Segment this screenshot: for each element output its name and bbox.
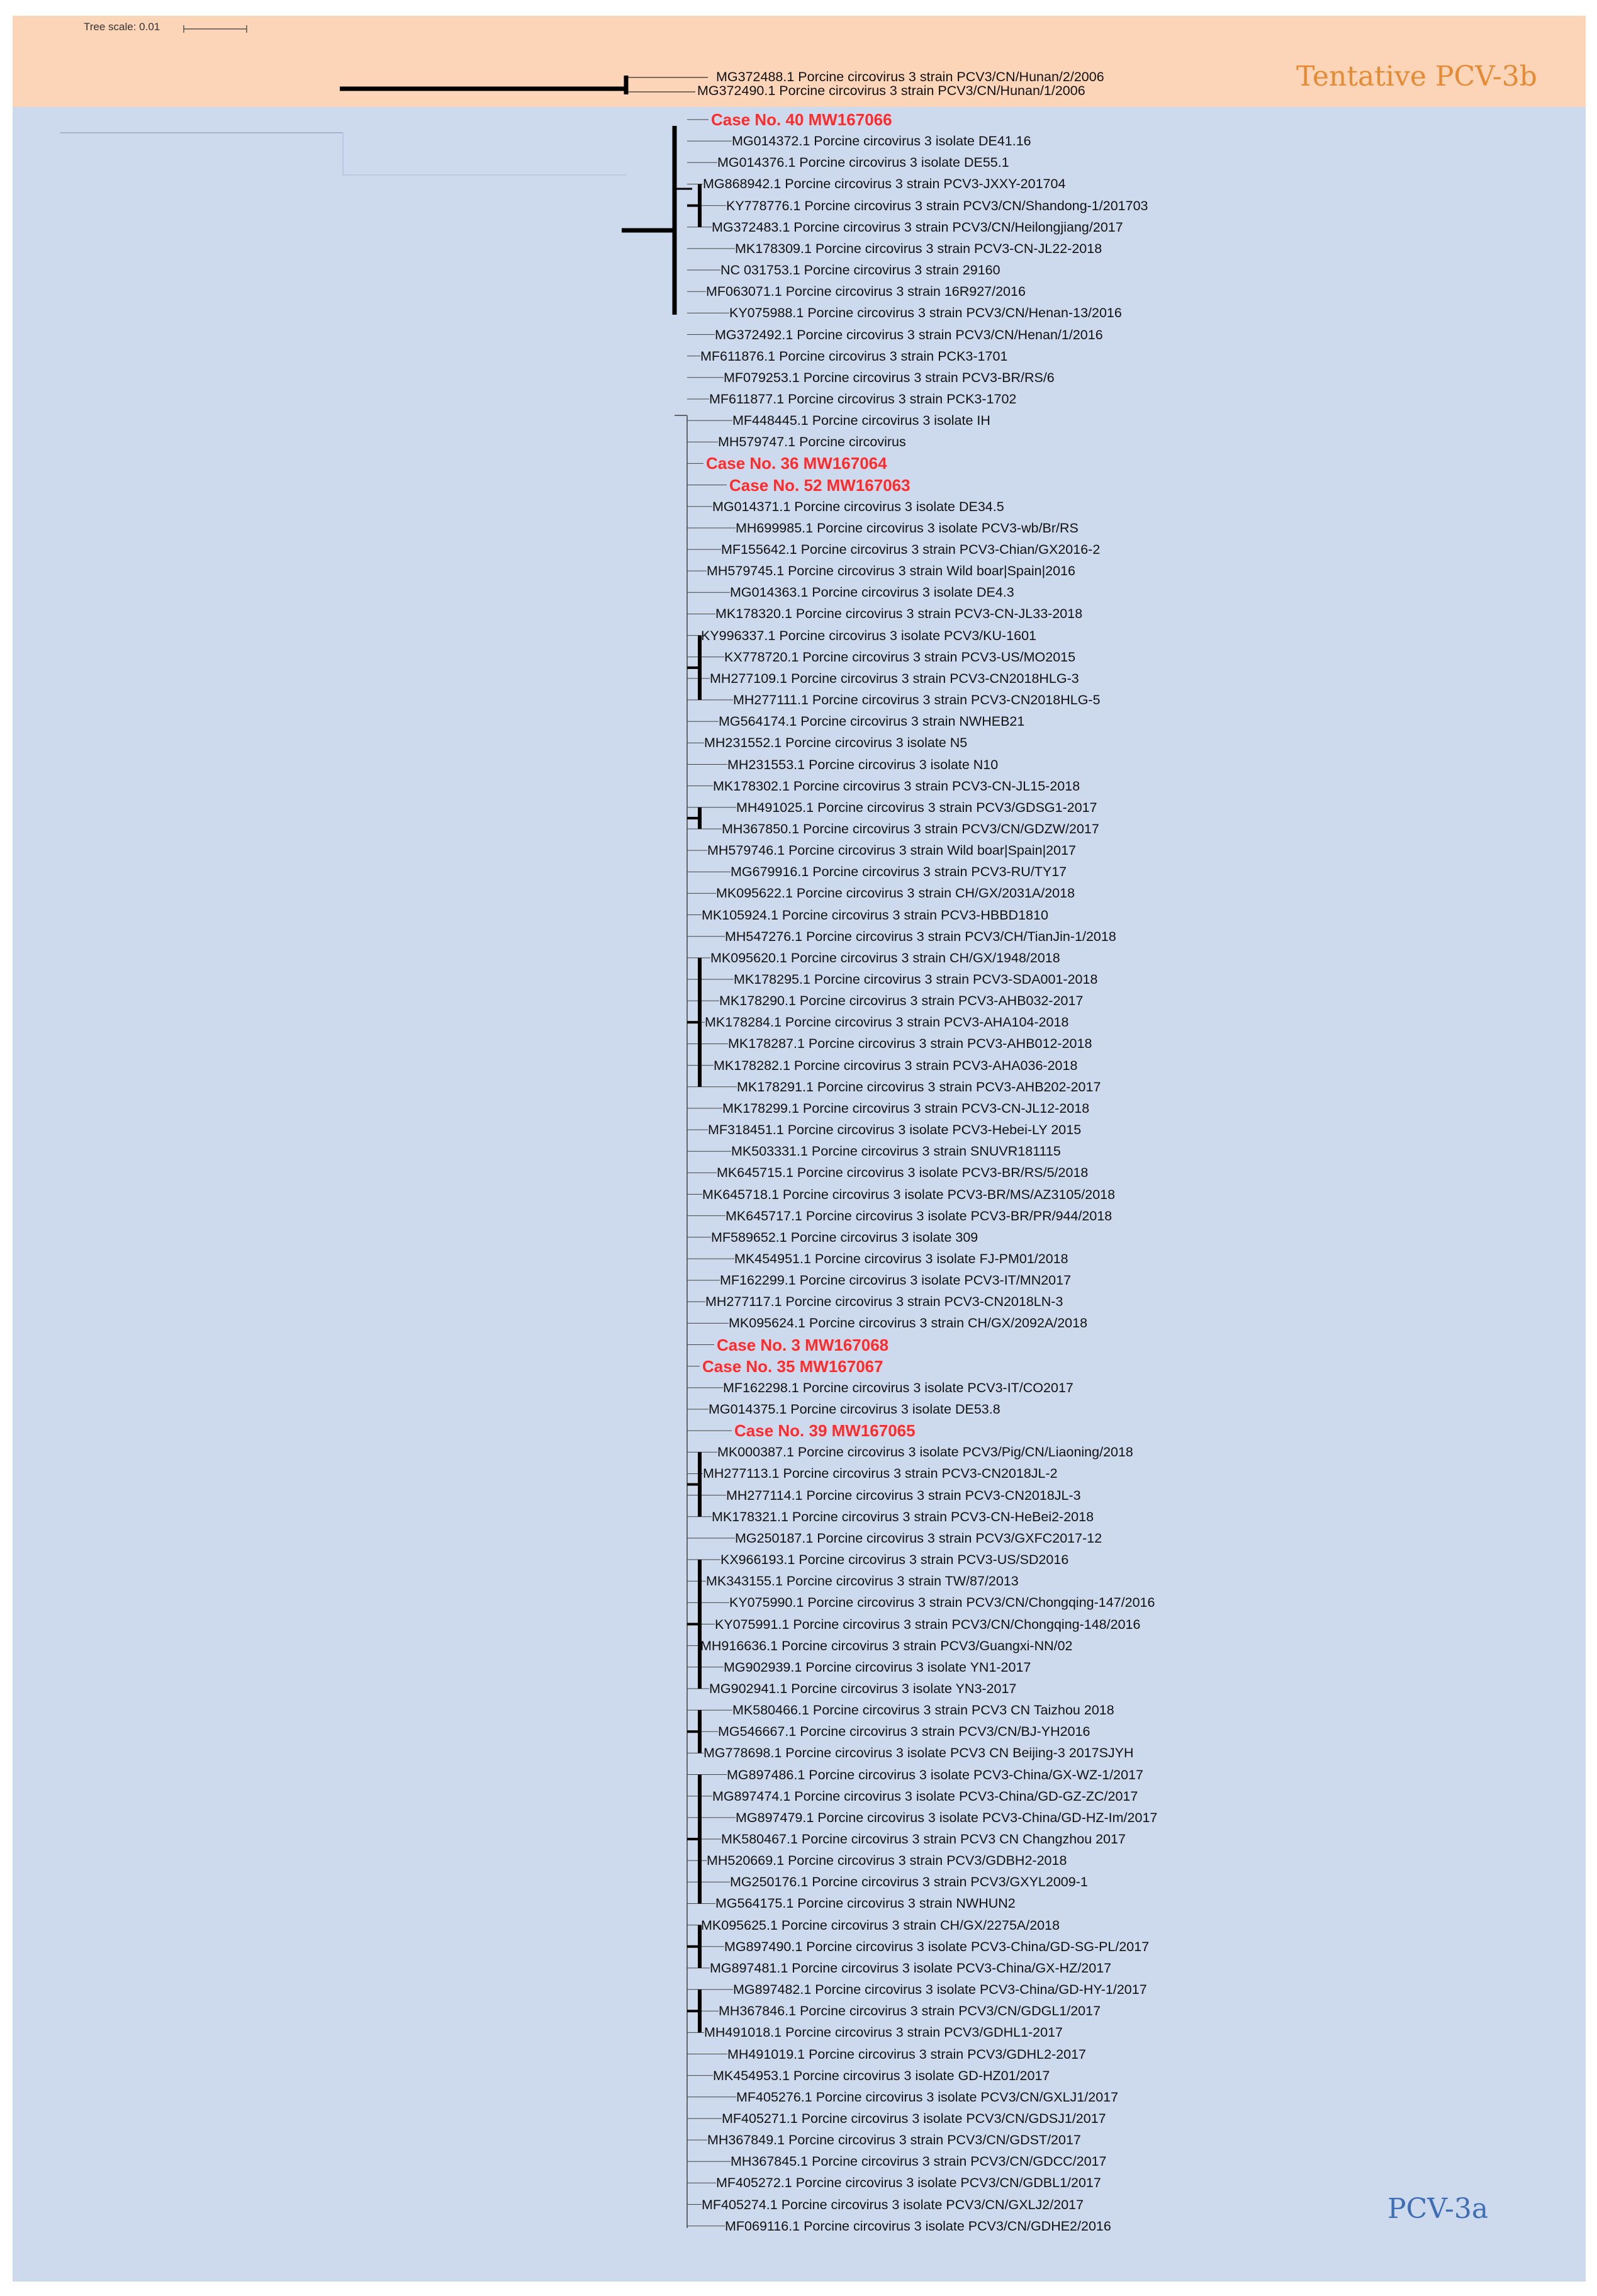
leaf-label: KY075990.1 Porcine circovirus 3 strain PCV3/CN/Chongqing-147/2016 — [729, 1595, 1155, 1611]
leaf-label: MK178295.1 Porcine circovirus 3 strain PCV3-SDA001-2018 — [734, 972, 1098, 987]
leaf-label: KY996337.1 Porcine circovirus 3 isolate PCV3/KU-1601 — [701, 627, 1037, 643]
leaf-label: MG014372.1 Porcine circovirus 3 isolate DE41.16 — [732, 133, 1031, 149]
leaf-label: MK178299.1 Porcine circovirus 3 strain PCV3-CN-JL12-2018 — [722, 1100, 1090, 1116]
leaf-label: MH916636.1 Porcine circovirus 3 strain PCV3/Guangxi-NN/02 — [700, 1638, 1073, 1653]
leaf-label: MG372492.1 Porcine circovirus 3 strain PCV3/CN/Henan/1/2016 — [715, 327, 1103, 342]
leaf-label: MG014371.1 Porcine circovirus 3 isolate DE34.5 — [712, 498, 1004, 514]
leaf-label: MH277114.1 Porcine circovirus 3 strain PCV3-CN2018JL-3 — [726, 1487, 1081, 1503]
leaf-label: MF448445.1 Porcine circovirus 3 isolate IH — [732, 413, 990, 429]
leaf-label: MG897482.1 Porcine circovirus 3 isolate PCV3-China/GD-HY-1/2017 — [733, 1982, 1147, 1998]
leaf-label: MG372483.1 Porcine circovirus 3 strain PCV3/CN/Heilongjiang/2017 — [712, 219, 1123, 235]
leaf-label: MH699985.1 Porcine circovirus 3 isolate PCV3-wb/Br/RS — [736, 520, 1079, 536]
leaf-label: MK178282.1 Porcine circovirus 3 strain PCV3-AHA036-2018 — [714, 1057, 1078, 1073]
leaf-label: MH520669.1 Porcine circovirus 3 strain PCV3/GDBH2-2018 — [707, 1853, 1067, 1869]
leaf-label: MF079253.1 Porcine circovirus 3 strain PCV3-BR/RS/6 — [724, 369, 1055, 385]
clade-label-pcv3a: PCV-3a — [1387, 2193, 1489, 2225]
leaf-label: MH231552.1 Porcine circovirus 3 isolate N5 — [704, 735, 968, 751]
leaf-label: MG897490.1 Porcine circovirus 3 isolate PCV3-China/GD-SG-PL/2017 — [724, 1939, 1150, 1954]
leaf-label: MF611877.1 Porcine circovirus 3 strain PCK3-1702 — [709, 391, 1017, 407]
leaf-label: MK645715.1 Porcine circovirus 3 isolate PCV3-BR/RS/5/2018 — [717, 1165, 1089, 1181]
leaf-label: MH277111.1 Porcine circovirus 3 strain PCV3-CN2018HLG-5 — [733, 692, 1101, 708]
leaf-label: MF405272.1 Porcine circovirus 3 isolate PCV3/CN/GDBL1/2017 — [716, 2175, 1101, 2191]
leaf-label: MK178284.1 Porcine circovirus 3 strain PCV3-AHA104-2018 — [705, 1015, 1069, 1030]
leaf-label: MK503331.1 Porcine circovirus 3 strain SNUVR181115 — [731, 1144, 1061, 1159]
leaf-label: MG372488.1 Porcine circovirus 3 strain PCV3/CN/Hunan/2/2006 — [716, 69, 1104, 84]
leaf-label: MF318451.1 Porcine circovirus 3 isolate PCV3-Hebei-LY 2015 — [708, 1122, 1082, 1138]
leaf-label: MF155642.1 Porcine circovirus 3 strain PCV3-Chian/GX2016-2 — [721, 542, 1101, 557]
leaf-label: MH231553.1 Porcine circovirus 3 isolate N10 — [727, 757, 999, 772]
leaf-label: MF405271.1 Porcine circovirus 3 isolate PCV3/CN/GDSJ1/2017 — [722, 2110, 1106, 2126]
leaf-label: MK178309.1 Porcine circovirus 3 strain PCV3-CN-JL22-2018 — [735, 240, 1102, 256]
leaf-label: KX778720.1 Porcine circovirus 3 strain PCV3-US/MO2015 — [724, 649, 1076, 665]
leaf-label: MG902941.1 Porcine circovirus 3 isolate YN3-2017 — [709, 1680, 1017, 1696]
leaf-label: MK580466.1 Porcine circovirus 3 strain PCV3 CN Taizhou 2018 — [732, 1702, 1114, 1718]
leaf-label: MH367850.1 Porcine circovirus 3 strain PCV3/CN/GDZW/2017 — [722, 821, 1099, 836]
leaf-label: MK000387.1 Porcine circovirus 3 isolate PCV3/Pig/CN/Liaoning/2018 — [717, 1444, 1133, 1460]
leaf-label: MK178290.1 Porcine circovirus 3 strain PCV3-AHB032-2017 — [719, 993, 1084, 1009]
leaf-label: MF162298.1 Porcine circovirus 3 isolate PCV3-IT/CO2017 — [723, 1380, 1073, 1395]
leaf-label: MG897479.1 Porcine circovirus 3 isolate PCV3-China/GD-HZ-Im/2017 — [736, 1809, 1158, 1825]
leaf-label: MK105924.1 Porcine circovirus 3 strain PCV3-HBBD1810 — [702, 907, 1048, 923]
leaf-label: MG564174.1 Porcine circovirus 3 strain NWHEB21 — [719, 714, 1025, 729]
leaf-label: MH277113.1 Porcine circovirus 3 strain PCV3-CN2018JL-2 — [703, 1466, 1058, 1482]
leaf-label: MK178320.1 Porcine circovirus 3 strain PCV3-CN-JL33-2018 — [715, 606, 1083, 622]
leaf-label: MH367845.1 Porcine circovirus 3 strain PCV3/CN/GDCC/2017 — [731, 2154, 1107, 2169]
leaf-label: MK178287.1 Porcine circovirus 3 strain PCV3-AHB012-2018 — [728, 1036, 1092, 1052]
leaf-label: MG868942.1 Porcine circovirus 3 strain PCV3-JXXY-201704 — [703, 176, 1066, 192]
leaf-label: MH277117.1 Porcine circovirus 3 strain PCV3-CN2018LN-3 — [705, 1294, 1063, 1310]
leaf-label: NC 031753.1 Porcine circovirus 3 strain 29160 — [720, 262, 1000, 278]
leaf-label: MF405276.1 Porcine circovirus 3 isolate PCV3/CN/GXLJ1/2017 — [736, 2089, 1119, 2105]
leaf-label: MG014363.1 Porcine circovirus 3 isolate DE4.3 — [730, 585, 1014, 600]
leaf-label: MG014375.1 Porcine circovirus 3 isolate DE53.8 — [709, 1402, 1000, 1417]
leaf-label: MK095625.1 Porcine circovirus 3 strain CH/GX/2275A/2018 — [701, 1917, 1060, 1933]
leaf-label: MH491019.1 Porcine circovirus 3 strain PCV3/GDHL2-2017 — [727, 2046, 1087, 2062]
leaf-label: MF063071.1 Porcine circovirus 3 strain 16R927/2016 — [706, 284, 1026, 300]
leaf-label: MK095624.1 Porcine circovirus 3 strain CH/GX/2092A/2018 — [729, 1315, 1088, 1331]
leaf-label: MG679916.1 Porcine circovirus 3 strain PCV3-RU/TY17 — [731, 864, 1067, 880]
leaf-label: MF162299.1 Porcine circovirus 3 isolate PCV3-IT/MN2017 — [720, 1273, 1072, 1288]
clade-label-pcv3b: Tentative PCV-3b — [1296, 60, 1537, 93]
leaf-label: KY075988.1 Porcine circovirus 3 strain PCV3/CN/Henan-13/2016 — [729, 305, 1122, 321]
leaf-label: MK645717.1 Porcine circovirus 3 isolate PCV3-BR/PR/944/2018 — [726, 1208, 1112, 1224]
leaf-label: MK178302.1 Porcine circovirus 3 strain PCV3-CN-JL15-2018 — [713, 778, 1080, 794]
leaf-label: KY075991.1 Porcine circovirus 3 strain PCV3/CN/Chongqing-148/2016 — [715, 1616, 1141, 1632]
case-leaf-label: Case No. 3 MW167068 — [717, 1335, 889, 1354]
tree-scale-label: Tree scale: 0.01 — [84, 21, 160, 33]
leaf-label: MH367846.1 Porcine circovirus 3 strain PCV3/CN/GDGL1/2017 — [719, 2003, 1101, 2019]
leaf-label: MH579746.1 Porcine circovirus 3 strain Wild boar|Spain|2017 — [707, 843, 1076, 858]
leaf-label: MG372490.1 Porcine circovirus 3 strain PCV3/CN/Hunan/1/2006 — [697, 83, 1085, 98]
leaf-label: MK178321.1 Porcine circovirus 3 strain PCV3-CN-HeBei2-2018 — [712, 1509, 1094, 1524]
leaf-label: MK454953.1 Porcine circovirus 3 isolate GD-HZ01/2017 — [713, 2068, 1050, 2083]
leaf-label: MG897474.1 Porcine circovirus 3 isolate PCV3-China/GD-GZ-ZC/2017 — [712, 1788, 1138, 1804]
leaf-label: MH547276.1 Porcine circovirus 3 strain PCV3/CH/TianJin-1/2018 — [725, 928, 1116, 944]
case-leaf-label: Case No. 36 MW167064 — [706, 454, 887, 473]
leaf-label: MK095622.1 Porcine circovirus 3 strain CH/GX/2031A/2018 — [716, 886, 1075, 901]
leaf-label: MK343155.1 Porcine circovirus 3 strain TW/87/2013 — [706, 1573, 1019, 1589]
leaf-label: MH277109.1 Porcine circovirus 3 strain PCV3-CN2018HLG-3 — [710, 670, 1079, 686]
leaf-label: MG902939.1 Porcine circovirus 3 isolate YN1-2017 — [724, 1659, 1031, 1675]
leaf-label: MK178291.1 Porcine circovirus 3 strain PCV3-AHB202-2017 — [737, 1079, 1101, 1095]
leaf-label: MG546667.1 Porcine circovirus 3 strain PCV3/CN/BJ-YH2016 — [718, 1724, 1090, 1740]
leaf-label: MK580467.1 Porcine circovirus 3 strain PCV3 CN Changzhou 2017 — [721, 1832, 1126, 1847]
leaf-label: MH367849.1 Porcine circovirus 3 strain PCV3/CN/GDST/2017 — [707, 2132, 1081, 2148]
leaf-label: MH491018.1 Porcine circovirus 3 strain PCV3/GDHL1-2017 — [704, 2025, 1063, 2040]
leaf-label: MK095620.1 Porcine circovirus 3 strain CH/GX/1948/2018 — [710, 950, 1060, 965]
case-leaf-label: Case No. 40 MW167066 — [711, 110, 892, 129]
leaf-label: KY778776.1 Porcine circovirus 3 strain PCV3/CN/Shandong-1/201703 — [726, 198, 1148, 213]
leaf-label: MG897486.1 Porcine circovirus 3 isolate PCV3-China/GX-WZ-1/2017 — [727, 1767, 1144, 1782]
leaf-label: MF069116.1 Porcine circovirus 3 isolate PCV3/CN/GDHE2/2016 — [725, 2218, 1111, 2234]
leaf-label: MK645718.1 Porcine circovirus 3 isolate PCV3-BR/MS/AZ3105/2018 — [702, 1186, 1116, 1202]
leaf-label: MG778698.1 Porcine circovirus 3 isolate PCV3 CN Beijing-3 2017SJYH — [703, 1745, 1134, 1761]
case-leaf-label: Case No. 39 MW167065 — [734, 1421, 916, 1441]
leaf-label: MG250176.1 Porcine circovirus 3 strain PCV3/GXYL2009-1 — [730, 1874, 1088, 1890]
leaf-label: MF611876.1 Porcine circovirus 3 strain PCK3-1701 — [700, 348, 1008, 364]
leaf-label: MH579745.1 Porcine circovirus 3 strain Wild boar|Spain|2016 — [707, 563, 1075, 579]
leaf-label: MG250187.1 Porcine circovirus 3 strain PCV3/GXFC2017-12 — [735, 1530, 1102, 1546]
case-leaf-label: Case No. 35 MW167067 — [702, 1356, 883, 1376]
leaf-label: KX966193.1 Porcine circovirus 3 strain PCV3-US/SD2016 — [720, 1552, 1069, 1568]
case-leaf-label: Case No. 52 MW167063 — [729, 475, 911, 495]
leaf-label: MG014376.1 Porcine circovirus 3 isolate DE55.1 — [717, 155, 1009, 171]
leaf-label: MF589652.1 Porcine circovirus 3 isolate 309 — [711, 1229, 978, 1245]
leaf-label: MF405274.1 Porcine circovirus 3 isolate PCV3/CN/GXLJ2/2017 — [702, 2197, 1084, 2212]
leaf-label: MK454951.1 Porcine circovirus 3 isolate FJ-PM01/2018 — [734, 1251, 1068, 1266]
leaf-label: MH491025.1 Porcine circovirus 3 strain PCV3/GDSG1-2017 — [736, 799, 1097, 815]
leaf-label: MG564175.1 Porcine circovirus 3 strain NWHUN2 — [715, 1896, 1016, 1911]
leaf-label: MG897481.1 Porcine circovirus 3 isolate PCV3-China/GX-HZ/2017 — [710, 1960, 1112, 1976]
leaf-label: MH579747.1 Porcine circovirus — [718, 434, 906, 450]
